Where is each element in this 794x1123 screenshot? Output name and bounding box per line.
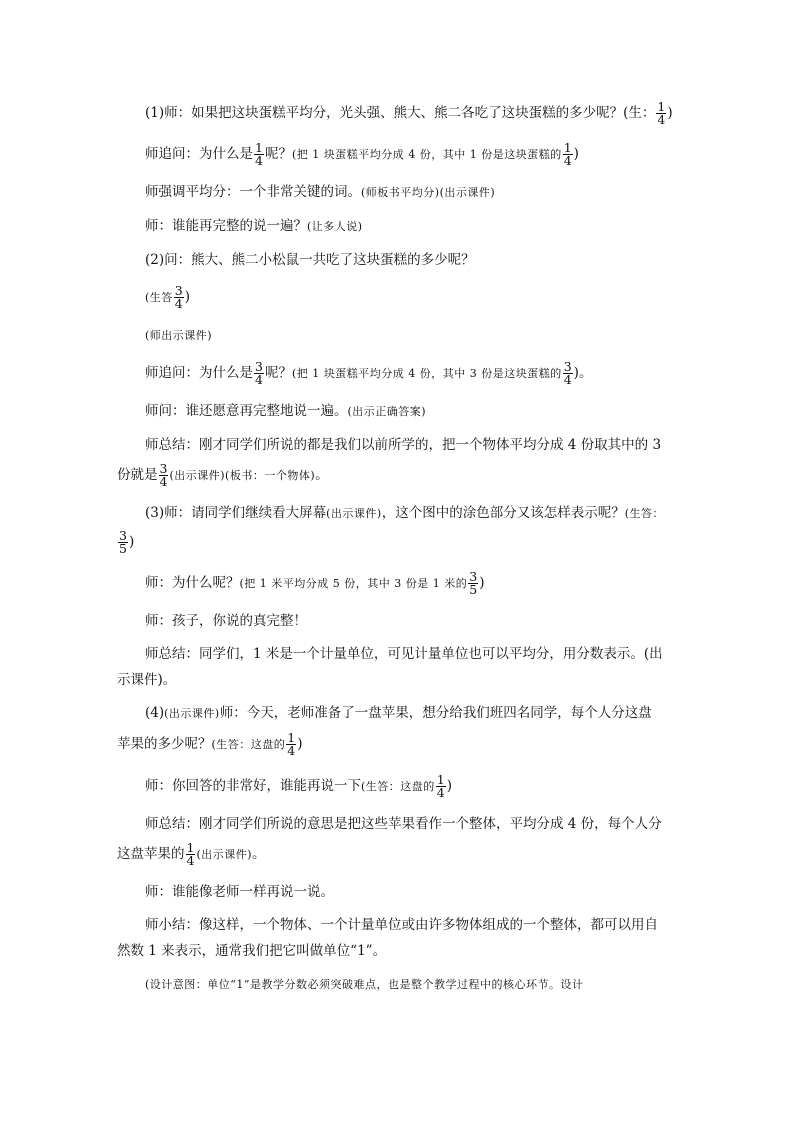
paragraph-17: 师总结：刚才同学们所说的意思是把这些苹果看作一个整体，平均分成 4 份，每个人分 [145, 816, 662, 832]
paragraph-11-cont: $\frac{3}{5}$ ) [119, 527, 135, 556]
paragraph-14: 师总结：同学们，1 米是一个计量单位，可见计量单位也可以平均分，用分数表示。(出 [145, 646, 663, 662]
fraction: $\frac{1}{4}$ [186, 839, 195, 868]
fraction: $\frac{3}{5}$ [119, 527, 127, 556]
fraction: $\frac{3}{4}$ [255, 358, 263, 387]
paragraph-15-cont: 苹果的多少呢？(生答：这盘的 $\frac{1}{4}$ ) [117, 729, 303, 758]
fraction: $\frac{3}{4}$ [159, 460, 168, 489]
text: (1)师：如果把这块蛋糕平均分，光头强、熊大、熊二各吃了这块蛋糕的多少呢？(生： [145, 105, 656, 121]
document-body [117, 98, 683, 1007]
fraction: $\frac{1}{4}$ [657, 98, 666, 127]
paragraph-8: 师追问：为什么是 $\frac{3}{4}$ 呢？(把 1 块蛋糕平均分成 4 份，其中 3 份是这块蛋糕的 $\frac{3}{4}$ )。 [145, 358, 593, 387]
paragraph-9: 师问：谁还愿意再完整地说一遍。(出示正确答案) [145, 403, 427, 419]
paragraph-18: 师：谁能像老师一样再说一说。 [145, 884, 334, 900]
paragraph-19: 师小结：像这样，一个物体、一个计量单位或由许多物体组成的一个整体，都可以用自 [145, 917, 658, 933]
paragraph-14-cont: 示课件)。 [117, 672, 177, 688]
fraction: $\frac{1}{4}$ [436, 771, 445, 800]
fraction: $\frac{1}{4}$ [563, 139, 572, 168]
paragraph-17-cont: 这盘苹果的 $\frac{1}{4}$ (出示课件)。 [117, 839, 266, 868]
paragraph-19-cont: 然数 1 来表示，通常我们把它叫做单位“1”。 [117, 943, 387, 959]
fraction: $\frac{1}{4}$ [287, 729, 296, 758]
paragraph-2: 师追问：为什么是 $\frac{1}{4}$ 呢？(把 1 块蛋糕平均分成 4 份，其中 1 份是这块蛋糕的 $\frac{1}{4}$ ) [145, 139, 579, 168]
paragraph-16: 师：你回答的非常好，谁能再说一下(生答：这盘的 $\frac{1}{4}$ ) [145, 771, 453, 800]
paragraph-11: (3)师：请同学们继续看大屏幕(出示课件)，这个图中的涂色部分又该怎样表示呢？(生答： [145, 505, 665, 521]
paragraph-12: 师：为什么呢？(把 1 米平均分成 5 份，其中 3 份是 1 米的 $\frac{3}{5}$ ) [145, 568, 485, 597]
paragraph-3: 师强调平均分：一个非常关键的词。(师板书平均分)(出示课件) [145, 184, 496, 200]
paragraph-20: (设计意图：单位“1”是教学分数必须突破难点，也是整个教学过程中的核心环节。设计 [145, 978, 584, 991]
paragraph-15: (4)(出示课件)师：今天，老师准备了一盘苹果，想分给我们班四名同学，每个人分这盘 [145, 705, 652, 721]
fraction: $\frac{1}{4}$ [255, 139, 263, 168]
paragraph-13: 师：孩子，你说的真完整！ [145, 613, 307, 629]
paragraph-4: 师：谁能再完整的说一遍？(让多人说) [145, 218, 363, 234]
paragraph-5: (2)问：熊大、熊二小松鼠一共吃了这块蛋糕的多少呢？ [145, 252, 475, 268]
paragraph-1: (1)师：如果把这块蛋糕平均分，光头强、熊大、熊二各吃了这块蛋糕的多少呢？(生： $\frac{1}{4}$ ) [145, 98, 673, 127]
paragraph-10-cont: 份就是 $\frac{3}{4}$ (出示课件)(板书：一个物体)。 [117, 460, 329, 489]
fraction: $\frac{3}{5}$ [469, 568, 478, 597]
paragraph-6: (生答 $\frac{3}{4}$ ) [145, 282, 191, 311]
paragraph-10: 师总结：刚才同学们所说的都是我们以前所学的，把一个物体平均分成 4 份取其中的 3 [145, 437, 662, 453]
paragraph-7: (师出示课件) [145, 329, 213, 342]
fraction: $\frac{3}{4}$ [563, 358, 572, 387]
fraction: $\frac{3}{4}$ [174, 282, 183, 311]
